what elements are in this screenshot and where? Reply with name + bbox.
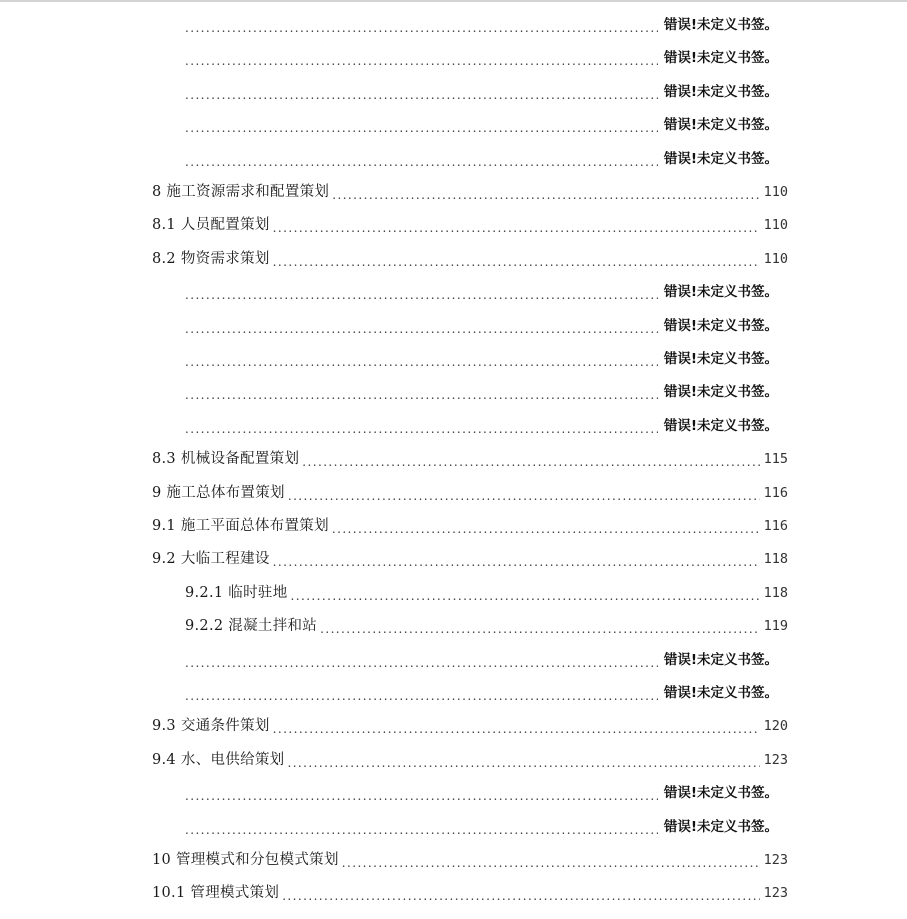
dot-leader bbox=[185, 283, 658, 307]
toc-page-number: 115 bbox=[763, 451, 788, 468]
toc-page-number: 116 bbox=[763, 518, 788, 534]
dot-leader bbox=[185, 818, 658, 842]
page-top-border bbox=[0, 0, 907, 2]
toc-entry-title: 8.2 物资需求策划 bbox=[152, 250, 270, 267]
toc-entry[interactable] bbox=[185, 581, 788, 605]
toc-page-number: 110 bbox=[763, 217, 788, 234]
toc-page-number: 119 bbox=[763, 618, 788, 635]
toc-error-entry[interactable] bbox=[185, 113, 788, 137]
dot-leader bbox=[185, 317, 658, 341]
bookmark-error-text: 错误!未定义书签。 bbox=[663, 351, 778, 367]
dot-leader bbox=[287, 751, 759, 775]
bookmark-error-text: 错误!未定义书签。 bbox=[663, 17, 778, 33]
bookmark-error-text: 错误!未定义书签。 bbox=[663, 117, 778, 134]
toc-error-entry[interactable] bbox=[185, 648, 788, 672]
dot-leader bbox=[185, 784, 658, 808]
bookmark-error-text: 错误!未定义书签。 bbox=[663, 317, 778, 334]
dot-leader bbox=[288, 484, 760, 508]
toc-entry-title: 9.1 施工平面总体布置策划 bbox=[152, 518, 329, 534]
dot-leader bbox=[282, 884, 759, 908]
toc-page-number: 110 bbox=[763, 184, 788, 200]
dot-leader bbox=[185, 49, 658, 73]
toc-entry[interactable] bbox=[152, 848, 788, 872]
dot-leader bbox=[320, 617, 760, 641]
toc-entry-title: 9.2 大临工程建设 bbox=[152, 551, 270, 568]
toc-page-number: 123 bbox=[763, 751, 788, 768]
bookmark-error-text: 错误!未定义书签。 bbox=[663, 284, 778, 301]
toc-page-number: 116 bbox=[763, 484, 788, 501]
toc-entry-title: 9 施工总体布置策划 bbox=[152, 484, 285, 501]
toc-entry[interactable] bbox=[152, 881, 788, 905]
toc-entry[interactable] bbox=[152, 547, 788, 571]
bookmark-error-text: 错误!未定义书签。 bbox=[663, 785, 778, 802]
toc-error-entry[interactable] bbox=[185, 147, 788, 171]
dot-leader bbox=[185, 83, 658, 107]
dot-leader bbox=[185, 684, 658, 708]
toc-page-number: 118 bbox=[763, 584, 788, 601]
dot-leader bbox=[273, 216, 760, 240]
toc-entry[interactable] bbox=[152, 180, 788, 204]
toc-error-entry[interactable] bbox=[185, 46, 788, 70]
dot-leader bbox=[273, 717, 760, 741]
toc-error-entry[interactable] bbox=[185, 380, 788, 404]
toc-entry-title: 8 施工资源需求和配置策划 bbox=[152, 184, 330, 200]
dot-leader bbox=[302, 450, 759, 474]
toc-page-number: 118 bbox=[763, 551, 788, 568]
dot-leader bbox=[332, 517, 760, 541]
toc-page-number: 123 bbox=[763, 885, 788, 902]
dot-leader bbox=[332, 183, 759, 207]
toc-error-entry[interactable] bbox=[185, 80, 788, 104]
dot-leader bbox=[185, 116, 658, 140]
toc-entry-title: 8.3 机械设备配置策划 bbox=[152, 451, 300, 468]
dot-leader bbox=[185, 16, 658, 40]
toc-entry-title: 9.3 交通条件策划 bbox=[152, 718, 270, 735]
toc-page-number: 110 bbox=[763, 250, 788, 267]
dot-leader bbox=[342, 851, 760, 875]
bookmark-error-text: 错误!未定义书签。 bbox=[663, 150, 778, 167]
toc-page-number: 120 bbox=[763, 718, 788, 735]
toc-entry-title: 9.4 水、电供给策划 bbox=[152, 751, 285, 768]
toc-entry[interactable] bbox=[152, 748, 788, 772]
toc-entry[interactable] bbox=[185, 614, 788, 638]
toc-entry[interactable] bbox=[152, 714, 788, 738]
toc-error-entry[interactable] bbox=[185, 314, 788, 338]
dot-leader bbox=[273, 550, 760, 574]
bookmark-error-text: 错误!未定义书签。 bbox=[663, 651, 778, 668]
bookmark-error-text: 错误!未定义书签。 bbox=[663, 50, 778, 67]
toc-error-entry[interactable] bbox=[185, 347, 788, 371]
toc-error-entry[interactable] bbox=[185, 781, 788, 805]
bookmark-error-text: 错误!未定义书签。 bbox=[663, 685, 778, 701]
toc-entry-title: 9.2.1 临时驻地 bbox=[185, 584, 288, 601]
toc-error-entry[interactable] bbox=[185, 681, 788, 705]
toc-entry[interactable] bbox=[152, 247, 788, 271]
toc-error-entry[interactable] bbox=[185, 280, 788, 304]
toc-entry-title: 10.1 管理模式策划 bbox=[152, 885, 280, 902]
toc-error-entry[interactable] bbox=[185, 414, 788, 438]
dot-leader bbox=[273, 250, 760, 274]
toc-entry[interactable] bbox=[152, 447, 788, 471]
dot-leader bbox=[185, 150, 658, 174]
toc-error-entry[interactable] bbox=[185, 815, 788, 839]
toc-entry[interactable] bbox=[152, 213, 788, 237]
bookmark-error-text: 错误!未定义书签。 bbox=[663, 384, 778, 401]
dot-leader bbox=[185, 651, 658, 675]
toc-error-entry[interactable] bbox=[185, 13, 788, 37]
toc-entry[interactable] bbox=[152, 514, 788, 538]
toc-entry-title: 8.1 人员配置策划 bbox=[152, 217, 270, 234]
toc-entry[interactable] bbox=[152, 481, 788, 505]
bookmark-error-text: 错误!未定义书签。 bbox=[663, 83, 778, 100]
bookmark-error-text: 错误!未定义书签。 bbox=[663, 818, 778, 835]
toc-page-number: 123 bbox=[763, 852, 788, 868]
dot-leader bbox=[185, 417, 658, 441]
dot-leader bbox=[185, 350, 658, 374]
toc-entry-title: 9.2.2 混凝土拌和站 bbox=[185, 618, 318, 635]
dot-leader bbox=[291, 584, 760, 608]
toc-entry-title: 10 管理模式和分包模式策划 bbox=[152, 852, 339, 868]
bookmark-error-text: 错误!未定义书签。 bbox=[663, 417, 778, 434]
dot-leader bbox=[185, 383, 658, 407]
